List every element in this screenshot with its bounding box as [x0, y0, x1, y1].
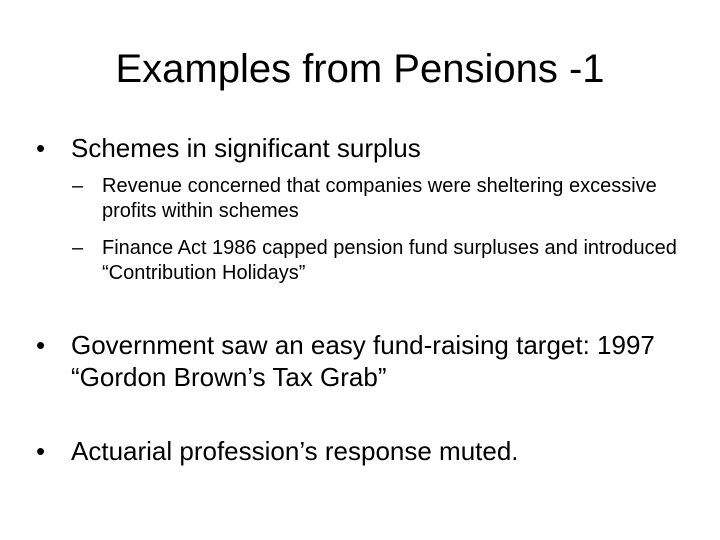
bullet-text: Government saw an easy fund-raising target: 1997 “Gordon Brown’s Tax Grab” [71, 330, 655, 392]
bullet-text: Actuarial profession’s response muted. [71, 436, 519, 466]
bullet-icon: • [36, 330, 46, 360]
sub-bullet-item [72, 236, 692, 286]
dash-icon: – [72, 175, 84, 197]
slide-title: Examples from Pensions -1 [115, 47, 605, 91]
bullet-icon: • [36, 133, 46, 163]
sub-bullet-text: Finance Act 1986 capped pension fund surpluses and introduced “Contribution Holidays” [102, 237, 677, 284]
bullet-item [36, 435, 691, 467]
bullet-item [36, 132, 691, 164]
bullet-icon: • [36, 436, 46, 466]
sub-bullet-item [72, 174, 692, 224]
sub-bullet-text: Revenue concerned that companies were sheltering excessive profits within schemes [102, 175, 657, 222]
bullet-text: Schemes in significant surplus [71, 133, 421, 163]
dash-icon: – [72, 237, 84, 259]
bullet-item [36, 329, 691, 393]
